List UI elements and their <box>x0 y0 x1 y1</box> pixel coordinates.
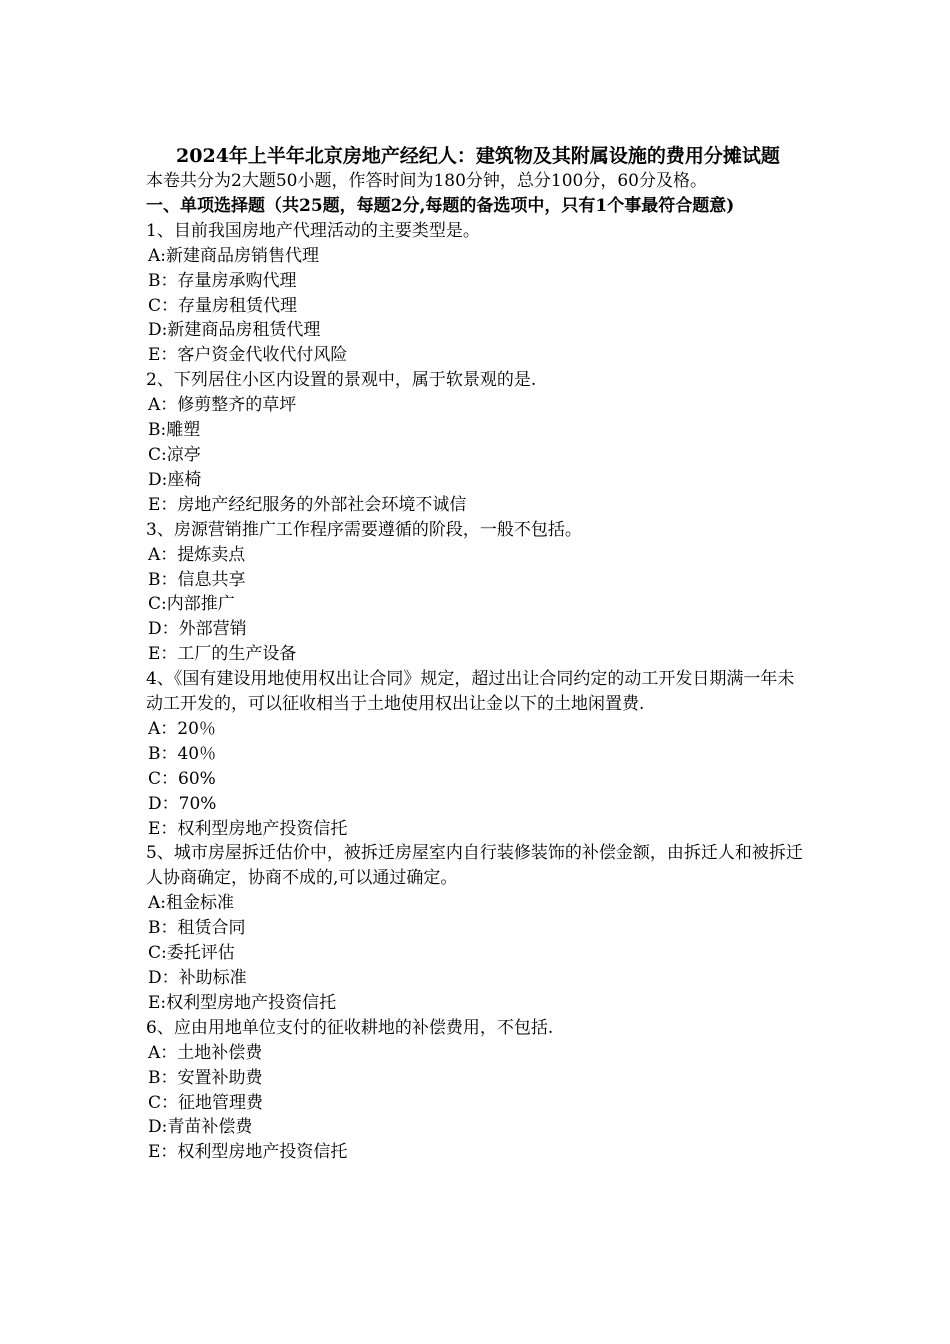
answer-option: B：安置补助费 <box>148 1067 263 1088</box>
answer-option: B：40％ <box>148 743 217 764</box>
answer-option: C：征地管理费 <box>148 1092 264 1113</box>
question-stem: 2、下列居住小区内设置的景观中，属于软景观的是. <box>146 370 537 391</box>
answer-option: D:青苗补偿费 <box>148 1117 253 1138</box>
section-heading: 一、单项选择题（共25题，每题2分,每题的备选项中，只有1个事最符合题意) <box>146 195 735 216</box>
question-list <box>146 219 810 1165</box>
answer-option: E：权利型房地产投资信托 <box>148 1142 348 1163</box>
answer-option: E:权利型房地产投资信托 <box>148 992 337 1013</box>
answer-option: D：补助标准 <box>148 968 247 988</box>
document-page <box>146 144 810 1165</box>
answer-option: B：存量房承购代理 <box>148 270 297 291</box>
question-stem: 5、城市房屋拆迁估价中，被拆迁房屋室内自行装修装饰的补偿金额，由拆迁人和被拆迁人协商确定，协商不成的,可以通过确定。 <box>146 843 803 889</box>
answer-option: B：信息共享 <box>148 569 246 590</box>
answer-option: E：权利型房地产投资信托 <box>148 818 348 839</box>
question-block <box>146 368 810 517</box>
answer-option: D:新建商品房租赁代理 <box>148 320 321 341</box>
answer-option: A：土地补偿费 <box>148 1042 263 1063</box>
document-title: 2024年上半年北京房地产经纪人：建筑物及其附属设施的费用分摊试题 <box>176 145 780 167</box>
answer-option: D:座椅 <box>148 469 202 490</box>
question-stem: 1、目前我国房地产代理活动的主要类型是。 <box>146 220 480 241</box>
answer-option: A：20％ <box>148 718 216 739</box>
answer-option: B：租赁合同 <box>148 918 246 939</box>
answer-option: C:内部推广 <box>148 594 235 615</box>
question-stem: 6、应由用地单位支付的征收耕地的补偿费用，不包括. <box>146 1017 554 1038</box>
exam-intro: 本卷共分为2大题50小题，作答时间为180分钟，总分100分，60分及格。 <box>146 171 707 191</box>
question-block <box>146 219 810 368</box>
answer-option: A：修剪整齐的草坪 <box>148 395 297 416</box>
question-stem: 3、房源营销推广工作程序需要遵循的阶段，一般不包括。 <box>146 519 582 540</box>
answer-option: A：提炼卖点 <box>148 544 246 565</box>
answer-option: C：60% <box>148 768 216 789</box>
answer-option: A:租金标准 <box>148 893 235 914</box>
question-block <box>146 518 810 667</box>
answer-option: B:雕塑 <box>148 420 201 441</box>
answer-option: E：工厂的生产设备 <box>148 644 297 665</box>
answer-option: D：外部营销 <box>148 619 247 640</box>
answer-option: A:新建商品房销售代理 <box>148 245 320 266</box>
question-stem: 4、《国有建设用地使用权出让合同》规定，超过出让合同约定的动工开发日期满一年未动工开发的，可以征收相当于土地使用权出让金以下的土地闲置费. <box>146 669 795 715</box>
question-block <box>146 841 810 1015</box>
answer-option: C:凉亭 <box>148 444 201 465</box>
answer-option: E：客户资金代收代付风险 <box>148 345 348 366</box>
question-block <box>146 1016 810 1165</box>
question-block <box>146 667 810 841</box>
answer-option: C：存量房租赁代理 <box>148 295 298 316</box>
answer-option: D：70% <box>148 793 217 814</box>
answer-option: E：房地产经纪服务的外部社会环境不诚信 <box>148 494 467 515</box>
answer-option: C:委托评估 <box>148 943 235 964</box>
